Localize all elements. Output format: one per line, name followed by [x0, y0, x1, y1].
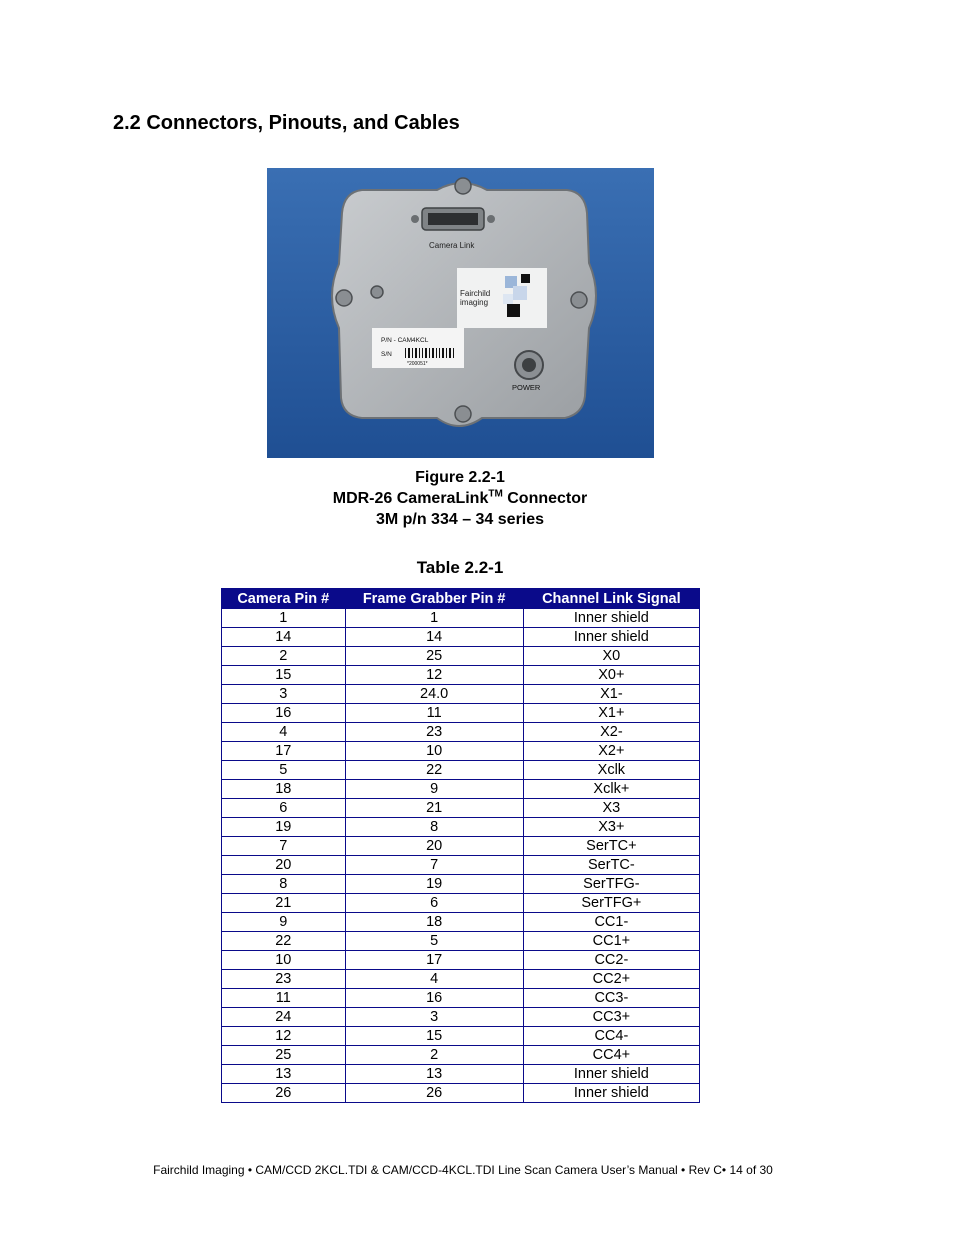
logo-text-2: imaging [460, 298, 489, 307]
table-row [222, 704, 700, 723]
table-row [222, 1027, 700, 1046]
signal-cell: SerTFG- [523, 875, 699, 894]
table-row [222, 932, 700, 951]
frame-grabber-pin-cell: 23 [345, 723, 523, 742]
frame-grabber-pin-cell: 6 [345, 894, 523, 913]
signal-cell: CC2- [523, 951, 699, 970]
camera-pin-cell: 17 [222, 742, 346, 761]
camera-pin-cell: 16 [222, 704, 346, 723]
signal-cell: X1- [523, 685, 699, 704]
camera-pin-cell: 2 [222, 647, 346, 666]
table-row [222, 951, 700, 970]
camera-pin-cell: 3 [222, 685, 346, 704]
camera-pin-cell: 5 [222, 761, 346, 780]
camera-pin-cell: 6 [222, 799, 346, 818]
figure-part-number: 3M p/n 334 – 34 series [375, 511, 545, 528]
camera-pin-cell: 21 [222, 894, 346, 913]
table-row [222, 647, 700, 666]
signal-cell: CC4+ [523, 1046, 699, 1065]
table-row [222, 1065, 700, 1084]
signal-cell: CC1+ [523, 932, 699, 951]
table-row [222, 780, 700, 799]
table-body [222, 609, 700, 1103]
pn-label: P/N - CAM4KCL [381, 337, 429, 344]
table-row [222, 761, 700, 780]
table-row [222, 1008, 700, 1027]
trademark-sup: TM [488, 488, 503, 500]
figure-title-text: MDR-26 CameraLink [332, 490, 489, 507]
signal-cell: SerTC+ [523, 837, 699, 856]
signal-cell: CC4- [523, 1027, 699, 1046]
figure-caption [0, 467, 920, 530]
figure-number: Figure 2.2-1 [415, 469, 505, 486]
table-row [222, 1046, 700, 1065]
frame-grabber-pin-cell: 12 [345, 666, 523, 685]
camera-pin-cell: 8 [222, 875, 346, 894]
camera-pin-cell: 14 [222, 628, 346, 647]
camera-pin-cell: 24 [222, 1008, 346, 1027]
signal-cell: CC3- [523, 989, 699, 1008]
camera-pin-cell: 11 [222, 989, 346, 1008]
signal-cell: X3+ [523, 818, 699, 837]
pinout-table [221, 588, 700, 1103]
signal-cell: X2+ [523, 742, 699, 761]
table-row [222, 628, 700, 647]
frame-grabber-pin-cell: 25 [345, 647, 523, 666]
signal-cell: X0 [523, 647, 699, 666]
camera-pin-cell: 23 [222, 970, 346, 989]
frame-grabber-pin-cell: 26 [345, 1084, 523, 1103]
frame-grabber-pin-cell: 2 [345, 1046, 523, 1065]
table-row [222, 989, 700, 1008]
camera-pin-cell: 25 [222, 1046, 346, 1065]
camera-pin-cell: 10 [222, 951, 346, 970]
table-row [222, 1084, 700, 1103]
signal-cell: X0+ [523, 666, 699, 685]
frame-grabber-pin-cell: 3 [345, 1008, 523, 1027]
figure-title [0, 488, 920, 509]
table-title: Table 2.2-1 [416, 558, 504, 577]
frame-grabber-pin-cell: 13 [345, 1065, 523, 1084]
signal-cell: SerTFG+ [523, 894, 699, 913]
signal-cell: Xclk+ [523, 780, 699, 799]
frame-grabber-pin-cell: 4 [345, 970, 523, 989]
camera-pin-cell: 13 [222, 1065, 346, 1084]
header-camera-pin: Camera Pin # [222, 589, 346, 609]
signal-cell: Inner shield [523, 1084, 699, 1103]
signal-cell: Inner shield [523, 609, 699, 628]
signal-cell: Xclk [523, 761, 699, 780]
header-frame-grabber-pin: Frame Grabber Pin # [345, 589, 523, 609]
frame-grabber-pin-cell: 10 [345, 742, 523, 761]
table-row [222, 837, 700, 856]
frame-grabber-pin-cell: 18 [345, 913, 523, 932]
logo-text-1: Fairchild [460, 289, 491, 298]
table-row [222, 913, 700, 932]
camera-photo [267, 168, 654, 458]
frame-grabber-pin-cell: 15 [345, 1027, 523, 1046]
serial-text: *200051* [407, 361, 428, 367]
signal-cell: CC1- [523, 913, 699, 932]
table-row [222, 970, 700, 989]
section-heading: 2.2 Connectors, Pinouts, and Cables [113, 112, 460, 134]
table-row [222, 609, 700, 628]
table-row [222, 799, 700, 818]
camera-pin-cell: 15 [222, 666, 346, 685]
camera-pin-cell: 1 [222, 609, 346, 628]
frame-grabber-pin-cell: 14 [345, 628, 523, 647]
signal-cell: X1+ [523, 704, 699, 723]
frame-grabber-pin-cell: 8 [345, 818, 523, 837]
frame-grabber-pin-cell: 24.0 [345, 685, 523, 704]
frame-grabber-pin-cell: 19 [345, 875, 523, 894]
frame-grabber-pin-cell: 20 [345, 837, 523, 856]
camera-pin-cell: 20 [222, 856, 346, 875]
signal-cell: X2- [523, 723, 699, 742]
table-row [222, 856, 700, 875]
camera-pin-cell: 12 [222, 1027, 346, 1046]
frame-grabber-pin-cell: 11 [345, 704, 523, 723]
frame-grabber-pin-cell: 16 [345, 989, 523, 1008]
signal-cell: CC3+ [523, 1008, 699, 1027]
camera-link-text: Camera Link [429, 241, 475, 250]
power-label: POWER [512, 383, 541, 392]
signal-cell: CC2+ [523, 970, 699, 989]
table-row [222, 666, 700, 685]
frame-grabber-pin-cell: 5 [345, 932, 523, 951]
signal-cell: SerTC- [523, 856, 699, 875]
table-row [222, 894, 700, 913]
frame-grabber-pin-cell: 17 [345, 951, 523, 970]
signal-cell: Inner shield [523, 1065, 699, 1084]
table-row [222, 685, 700, 704]
camera-pin-cell: 22 [222, 932, 346, 951]
camera-pin-cell: 18 [222, 780, 346, 799]
frame-grabber-pin-cell: 1 [345, 609, 523, 628]
table-header-row [222, 589, 700, 609]
page-footer: Fairchild Imaging • CAM/CCD 2KCL.TDI & CAM/CCD-4KCL.TDI Line Scan Camera User’s Manual • Rev C• 14 of 30 [153, 1163, 773, 1177]
signal-cell: X3 [523, 799, 699, 818]
frame-grabber-pin-cell: 21 [345, 799, 523, 818]
table-row [222, 818, 700, 837]
figure-title-suffix: Connector [502, 490, 588, 507]
signal-cell: Inner shield [523, 628, 699, 647]
camera-pin-cell: 26 [222, 1084, 346, 1103]
sn-label: S/N [381, 351, 392, 358]
table-row [222, 742, 700, 761]
camera-pin-cell: 7 [222, 837, 346, 856]
header-channel-link-signal: Channel Link Signal [523, 589, 699, 609]
camera-pin-cell: 19 [222, 818, 346, 837]
camera-pin-cell: 9 [222, 913, 346, 932]
frame-grabber-pin-cell: 7 [345, 856, 523, 875]
frame-grabber-pin-cell: 9 [345, 780, 523, 799]
camera-pin-cell: 4 [222, 723, 346, 742]
frame-grabber-pin-cell: 22 [345, 761, 523, 780]
table-row [222, 723, 700, 742]
table-row [222, 875, 700, 894]
